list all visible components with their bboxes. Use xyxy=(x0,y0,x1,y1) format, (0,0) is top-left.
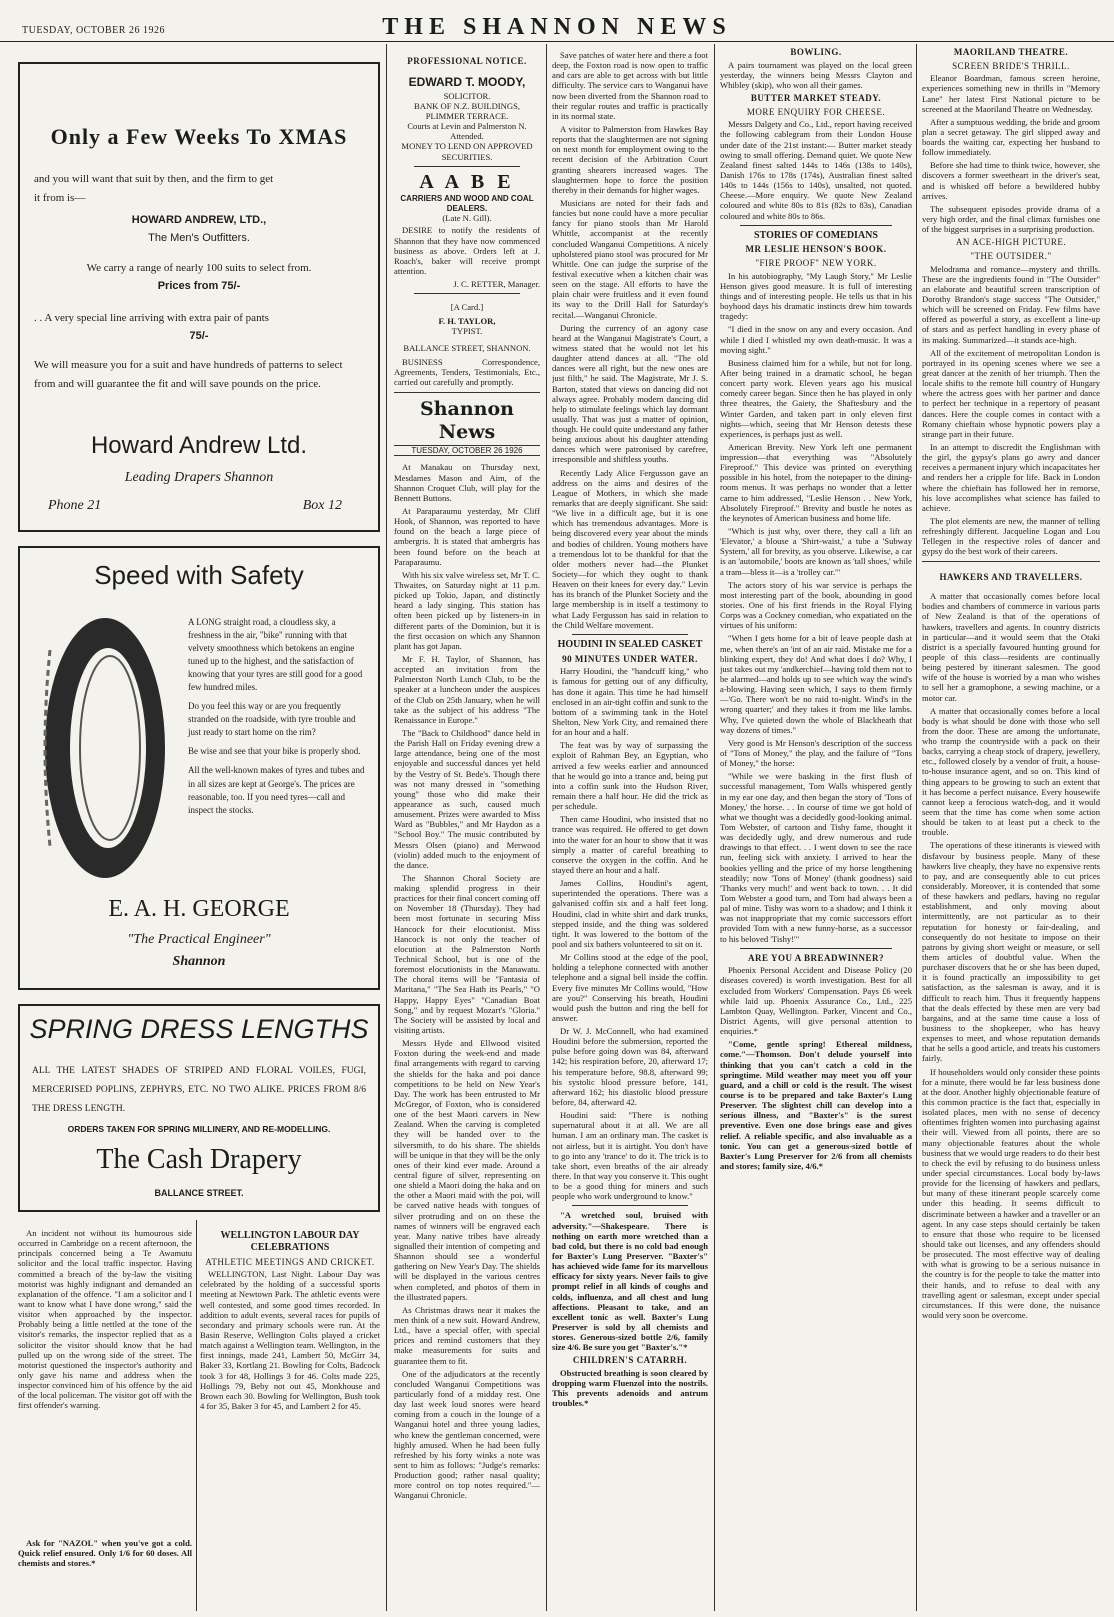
column-3 xyxy=(552,44,708,1615)
ad-george-para1: A LONG straight road, a cloudless sky, a freshness in the air, "bike" running with that velvety smoothness which betokens an engine tuned up to the highest, and the satisfaction of knowing that your tyres are still good for a good few hundred miles. xyxy=(188,617,363,693)
moody-line-2: BANK OF N.Z. BUILDINGS, xyxy=(414,100,520,111)
ad-cash-drapery xyxy=(18,1004,380,1212)
aabe-sub: CARRIERS AND WOOD AND COAL DEALERS. xyxy=(400,194,534,213)
houdini-para-2: The feat was by way of surpassing the exploit of Rahman Bey, an Egyptian, who arrived a few weeks earlier and announced that he would go into a trance and, being put into a coffin sunk into the Hudson River, remain there a half hour. He did the trick as per schedule. xyxy=(552,740,708,812)
theatre-para-1: Eleanor Boardman, famous screen heroine, experiences something new in thrills in "Memory Lane" her latest First National picture to be screened at the Maoriland Theatre on Wednesday. xyxy=(922,73,1100,114)
column-2 xyxy=(394,44,540,1615)
labour-day-heading: WELLINGTON LABOUR DAY CELEBRATIONS xyxy=(220,1230,360,1253)
hawkers-para-1: A matter that occasionally comes before local bodies and chambers of commerce in various parts of New Zealand is that of the operations of hawkers, travellers and agents. In country districts in particular—and it would seem that the Otaki district is a specially favoured hunting ground for people of this class—residents are continually being pestered by itinerant salesmen. The good wife of the house is worried by a man who wishes to sell her a gramophone, a sewing machine, or a motor car. xyxy=(922,591,1100,703)
news-para-4: Mr F. H. Taylor, of Shannon, has accepted an invitation from the Palmerston North Lunch Club, to be the speaker at a luncheon under the auspices of the Club on 25th January, when he will take as the subject of his address "The Renaissance in Europe." xyxy=(394,653,540,725)
houdini-para-1: Harry Houdini, the "handcuff king," who is famous for getting out of any difficulty, has done it again. This time he had himself enclosed in an air-tight coffin and sunk to the bottom of a swimming tank in the Hotel Shelton, New York City, and remained there for an hour and a half. xyxy=(552,666,708,738)
ad-howard-prices: Prices from 75/- xyxy=(157,280,241,292)
ad-george-para2: Do you feel this way or are you frequently stranded on the roadside, with tyre trouble and just ready to start home on the rim? xyxy=(188,701,356,738)
ad-cash-orders: ORDERS TAKEN FOR SPRING MILLINERY, AND RE-MODELLING. xyxy=(67,1124,331,1134)
comedians-para-8: Very good is Mr Henson's description of the success of "Tons of Money," the play, and the failure of "Tons of Money," the horse: xyxy=(720,737,912,769)
theatre-heading: MAORILAND THEATRE. xyxy=(953,47,1069,57)
comedians-heading: STORIES OF COMEDIANS xyxy=(754,229,878,241)
column-rule xyxy=(714,44,715,1611)
ad-george-town: Shannon xyxy=(172,954,226,969)
comedians-para-4: American Brevity. New York left one permanent impression—that everything was "Absolutely Fireproof." This device was printed on everything possible in his hotel, from the notepaper to the dining-room menus. It was perhaps no wonder that a letter came to him addressed, "Leslie Henson . . New York, Absolutely Fireproof." Brevity and bustle he notes as the keynotes of American business and home life. xyxy=(720,441,912,523)
houdini-sub: 90 MINUTES UNDER WATER. xyxy=(562,653,698,664)
breadwinner-heading: ARE YOU A BREADWINNER? xyxy=(748,952,884,963)
houdini-para-5: Mr Collins stood at the edge of the pool, holding a telephone connected with another telephone and a signal bell inside the coffin. Every five minutes Mr Collins would, "How are you?" Conserving his breath, Houdini would push the button and ring the bell for answer. xyxy=(552,952,708,1023)
taylor-body: BUSINESS Correspondence, Agreements, Tenders, Testimonials, Etc., carried out carefully and promptly. xyxy=(394,356,540,388)
nameplate-date: TUESDAY, OCTOBER 26 1926 xyxy=(394,445,540,456)
nameplate: Shannon News xyxy=(420,398,514,443)
moody-line-3: PLIMMER TERRACE. xyxy=(425,111,509,122)
column-4 xyxy=(720,44,912,1615)
column-rule xyxy=(546,44,547,1611)
ad-howard-line1: and you will want that suit by then, and the firm to get xyxy=(34,173,274,185)
outsider-para-3: In an attempt to discredit the Englishman with the girl, the gypsy's plans go awry and dancer receives a permanent injury which incapacitates her and renders her a cripple for life. Back in London where the chieftain has followed her in remorse, his love accomplishes what science has failed to achieve. xyxy=(922,441,1100,513)
moody-name: EDWARD T. MOODY, xyxy=(408,74,526,89)
bowling-body: A pairs tournament was played on the local green yesterday, the winners being Messrs Clayton and Whibley (skip), who won all their games. xyxy=(720,59,912,90)
bowling-heading: BOWLING. xyxy=(790,47,842,57)
news-para-3: With his six valve wireless set, Mr T. C. Thwaites, on Saturday night at 11 p.m. picked up Tokio, Japan, and distinctly heard a lady singing. This station has often been picked up by listeners-in in different parts of the Dominion, but it is the first occasion on which any Shannon plant has got Japan. xyxy=(394,569,540,651)
masthead-title: THE SHANNON NEWS xyxy=(382,14,732,40)
ad-cash-body: ALL THE LATEST SHADES OF STRIPED AND FLORAL VOILES, FUGI, MERCERISED POPLINS, ZEPHYRS, ETC. NO TWO ALIKE. PRICES FROM 8/6 THE DRESS LENGTH. xyxy=(32,1066,366,1114)
comedians-para-7: "When I gets home for a bit of leave people dash at me, when there's an 'int of an air raid. Mistake me for a blinking expert, they do! And what does I do? Why, I just takes out my 'andkerchief—having told them not to be alarmed—and holds up to see which way the wind's a-blowing. Having seen which, I says to them firmly—'Go. There won't be no raid to-night. Wind's in the wrong quarter;' and they takes it from me like lambs. Why, I've quieted down the whole of Blackheath that way dozens of times." xyxy=(720,633,912,735)
col3-para-1: Save patches of water here and there a foot deep, the Foxton road is now open to traffic and cars are able to get across with but little difficulty. The service cars to Wanganui have now been diverted from the Shannon road to their regular routes and traffic is practically in its normal state. xyxy=(552,50,708,121)
ad-howard-headline: Only a Few Weeks To XMAS xyxy=(50,124,348,149)
col3-para-3: Musicians are noted for their fads and fancies but none could have a more peculiar fancy for piano stools than Mr Harold Whittle, accompanist at the recently concluded Wanganui Competitions. A nicely upholstered piano stool was procured for Mr Whittle. One can judge the surprise of the festival executive when a kitchen chair was seen on the stage. All efforts to have the plain chair were fruitless and it even found its way to the Drill Hall for Saturday's recital.—Wanganui Chronicle. xyxy=(552,197,708,320)
news-para-2: At Paraparaumu yesterday, Mr Cliff Hook, of Shannon, was reported to have found on the beach a large piece of ambergris. It is stated that ambergris has been found before on the beach at Paraparaumu. xyxy=(394,506,540,567)
aabe-name: A A B E xyxy=(419,170,515,193)
theatre-sub: SCREEN BRIDE'S THRILL. xyxy=(952,60,1070,71)
ad-george xyxy=(18,546,380,990)
aabe-body: DESIRE to notify the residents of Shannon that they have now commenced business as above. Orders left at J. Roach's, baker will receive prompt attention. xyxy=(394,225,540,276)
news-para-5: The "Back to Childhood" dance held in the Parish Hall on Friday evening drew a large attendance, being one of the most enjoyable and successful dances yet held by the Vestry of St. Bede's. Though there was not many dressed in "something young" those who did make their appearance as such, caused much amusement. Prizes were awarded to Miss Ward as "Bubbles," and Mr Haydon as a "School Boy." The music contributed by Messrs Olsen (piano) and Merwood (violin) added much to the enjoyment of the dance. xyxy=(394,727,540,870)
news-para-7: Messrs Hyde and Ellwood visited Foxton during the week-end and made final arrangements with regard to carving the shields for the haka and poi dance competitions to be held on New Year's Day. The work has been entrusted to Mr McGregor, of Foxton, who is considered one of the best Maori carvers in New Zealand. When the carving is completed they will be handed over to the silversmith, to do his share. The shields will be unique in that they will be the only ones of their kind ever made. Around a central figure of silver, representing on one shield a Maori doing the haka and on the other a Maori maid with the poi, will be carved native heads with tongues of silver protruding and on on these the names of winners will be engraved each year. Many native tribes have already signalled their intention of competing and Shannon should see a wonderful gathering on New Year's Day. The shields will be displayed in the various centres when completed, and photos of them in the illustrated papers. xyxy=(394,1038,540,1302)
comedians-para-3: Business claimed him for a while, but not for long. After being trained in a dramatic school, he began concert party work. Eleven years ago his musical comedy career began. Since then he has played in only three theatres, the Gaiety, the Shaftesbury and the Winter Garden, and taken part in only eleven first nights—which, seeing that Mr Henson detests these experiences, is perhaps just as well. xyxy=(720,357,912,439)
ad-george-para3: Be wise and see that your bike is properly shod. xyxy=(188,746,361,757)
comedians-para-9: "While we were basking in the first flush of successful management, Tom Walls whispered gently in my ear one day, and then began the story of 'Tons of Money,' the horse. . . In course of time we got hold of what we thought was a decidedly good-looking animal. Tom Webster, of cartoon and Tishy fame, thought it was decidedly ugly, and drew numerous and rude drawings to that effect. . . I went down to see the race run, feeling sick with anxiety. I arrived to hear the bookies yelling and the price of my horse lengthening steadily; now 'Tons of Money' (thank goodness) said 'Thanks very much!' and went back to town. . . It did Tom Webster a good turn, and Tom had always been a pal of mine. Tishy was worn to a shadow; and I think it was not inappropriate that my comic successors effort provided Tom with a new funny-horse, as a successor to his beloved 'Tishy!'" xyxy=(720,771,912,944)
col3-para-4: During the currency of an agony case heard at the Wanganui Magistrate's Court, a witness stated that he would not let his daughter attend dances at all. "The old dances were all right, but the new ones are just filth," he said. The Magistrate, Mr J. S. Barton, stated that views on dancing did not always agree. Probably modern dancing did help to stimulate feelings which lay dormant usually. That was just a matter of opinion, though. He could quite understand any father being anxious about his daughter attending dances which were patronised by carefree, irresponsible and shiftless youths. xyxy=(552,322,708,465)
ad-cash-headline: SPRING DRESS LENGTHS xyxy=(29,1014,369,1044)
comedians-sub2: "FIRE PROOF" NEW YORK. xyxy=(755,258,877,269)
col3-para-5: Recently Lady Alice Fergusson gave an address on the aims and desires of the League of Mothers, in which she made remarks that are deeply significant. She said: "We live in a difficult age, but it is one which has tremendous advantages. More is being discovered every year about the minds and bodies of children. Young mothers have a tremendous lot to be thankful for that the older mothers never had—the Plunket Society—for which they ought to thank Heaven on their knees for every day." Levin has its branch of the Plunket Society and the large membership is in itself a testimony to what Lady Fergusson has said in relation to the Child Welfare movement. xyxy=(552,467,708,630)
taylor-title: TYPIST. xyxy=(451,326,483,337)
ad-howard-line2: it from is— xyxy=(34,191,86,204)
outsider-heading: AN ACE-HIGH PICTURE. xyxy=(955,237,1067,248)
ad-george-headline: Speed with Safety xyxy=(94,560,304,590)
comedians-para-2: "I died in the snow on any and every occasion. And while I died I whistled my own death-music. It was a moving sight." xyxy=(720,324,912,355)
column-5 xyxy=(922,44,1100,1615)
aabe-sign: J. C. RETTER, Manager. xyxy=(453,279,540,290)
labour-day-column xyxy=(200,1228,380,1615)
ad-howard-measure: We will measure you for a suit and have hundreds of patterns to select from and will guarantee the fit and will save pounds on the price. xyxy=(34,359,343,390)
news-para-1: At Manakau on Thursday next, Mesdames Mason and Aim, of the Shannon Croquet Club, will play for the Bennett Buttons. xyxy=(394,462,540,503)
catarrh-ad: Obstructed breathing is soon cleared by dropping warm Fluenzol into the nostrils. This prevents adenoids and antrum troubles.* xyxy=(552,1368,708,1409)
taylor-street: BALLANCE STREET, SHANNON. xyxy=(403,342,531,353)
butter-heading: BUTTER MARKET STEADY. xyxy=(750,93,882,104)
houdini-para-3: Then came Houdini, who insisted that no trance was required. He offered to get down into the water for an hour to show that it was simply a matter of careful breathing to conserve the oxygen in the coffin. And he stayed there an hour and a half. xyxy=(552,814,708,875)
ad-howard-andrew xyxy=(18,62,380,532)
column-rule xyxy=(386,44,387,1611)
theatre-para-4: The subsequent episodes provide drama of a very high order, and the final climax furnishes one of the biggest surprises in a surprising production. xyxy=(922,203,1100,235)
houdini-para-7: Houdini said: "There is nothing supernatural about it at all. We are all human. I am an ordinary man. The casket is not airless, but it is airtight. You don't have to go into any 'trance' to do it. The trick is to take short, even breaths of the air already there. In that way you conserve it. This ought to be a good thing for miners and such people who work underground to know." xyxy=(552,1110,708,1202)
ad-cash-name: The Cash Drapery xyxy=(96,1144,302,1175)
ad-nazol: Ask for "NAZOL" when you've got a cold. Quick relief ensured. Only 1/6 for 60 doses. All chemists and stores.* xyxy=(18,1538,192,1569)
ad-howard-tagline: Leading Drapers Shannon xyxy=(124,470,274,485)
houdini-heading: HOUDINI IN SEALED CASKET xyxy=(557,638,703,650)
ad-cash-street: BALLANCE STREET. xyxy=(154,1188,244,1198)
labour-day-sub: ATHLETIC MEETINGS AND CRICKET. xyxy=(205,1256,375,1267)
column-rule xyxy=(196,1220,197,1611)
labour-day-body: WELLINGTON, Last Night. Labour Day was celebrated by the holding of a successful sports meeting at Newtown Park. The athletic events were well contested, and some good times recorded. In addition to adult events, several races for pupils of secondary and primary schools were run. At the Basin Reserve, Wellington Colts played a cricket match against a Wellington team. Wellington, in the first innings, made 241, Lambert 50, McGirr 34, Baker 33, Kortlang 21. Bowling for Colts, Badcock took 3 for 48, Hollings 3 for 46. Colts made 225, Hollings 79, Beby not out 45, Monkhouse and Brown each 30. Bowling for Wellington, Bush took 4 for 35, Baker 3 for 45, and Lambert 2 for 45. xyxy=(200,1269,380,1412)
outsider-para-2: All of the excitement of metropolitan London is portrayed in its opening scenes where we see a great dancer at the zenith of her triumph. Then the locale shifts to the remote hill country of Hungary where the actress goes with her partner and dance to perfect her technique in a repertory of peasant dances. Here the couple comes in contact with a Romany chieftain whose hypnotic powers play a strange part in their future. xyxy=(922,347,1100,439)
outsider-para-1: Melodrama and romance—mystery and thrills. These are the ingredients found in "The Outsider" an elaborate and beautiful screen transcription of Dorothy Brandon's stage success "The Outsider," which will be screened on Friday. Few films have offered as powerful a story, as excellent a line-up of stars and as perfect handling in every phase of its making. Summarized—it stands ace-high. xyxy=(922,263,1100,345)
tyre-illustration xyxy=(30,610,180,886)
ad-george-name: E. A. H. GEORGE xyxy=(108,896,290,922)
moody-line-5: MONEY TO LEND ON APPROVED SECURITIES. xyxy=(401,141,533,162)
ad-howard-special: . . A very special line arriving with extra pair of pants xyxy=(34,312,269,324)
news-para-8: As Christmas draws near it makes the men think of a new suit. Howard Andrew, Ltd., have a special offer, with special prices and remind customers that they make measurements for suits and guarantee them to fit. xyxy=(394,1304,540,1366)
ad-howard-special-price: 75/- xyxy=(189,330,209,342)
houdini-para-4: James Collins, Houdini's agent, superintended the operations. There was a galvanised coffin six and a half feet long. Houdini, clad in white shirt and dark trunks, stepped inside, and the thing was soldered tight. It was lowered to the bottom of the pool and six bathers volunteered to sit on it. xyxy=(552,878,708,949)
outsider-sub: "THE OUTSIDER." xyxy=(970,250,1052,261)
comedians-sub: MR LESLIE HENSON'S BOOK. xyxy=(745,244,887,255)
ad-howard-range: We carry a range of nearly 100 suits to select from. xyxy=(86,262,312,274)
ad-howard-phone: Phone 21 xyxy=(48,498,102,513)
hawkers-para-2: A matter that occasionally comes before a local body is what should be done with those who sell from the door. These are among the unfortunate, who tramp the countryside with a pack on their backs, carrying a cheap stock of drapery, jewellery, etc., followed closely by a vendor of fruit, a house-to-house insurance agent, and so on. This kind of thing appears to be growing to such an extent that it has become a perfect nuisance. Every housewife cannot keep a ferocious watch-dog, and it would seem that the time has come when some action should be taken to at least put a check to the trouble. xyxy=(922,705,1100,838)
ad-george-tagline: "The Practical Engineer" xyxy=(127,932,271,947)
butter-sub: MORE ENQUIRY FOR CHEESE. xyxy=(746,106,886,117)
houdini-para-6: Dr W. J. McConnell, who had examined Houdini before the submersion, reported the pulse before going down was 84, afterward 142; his respiration before, 20, afterward 17; his temperature before, 98.8, afterward 99; his systolic blood pressure before, 141, afterward 162; his diastolic blood pressure before, 84, afterward 42. xyxy=(552,1026,708,1108)
catarrh-heading: CHILDREN'S CATARRH. xyxy=(572,1355,688,1366)
comedians-para-1: In his autobiography, "My Laugh Story," Mr Leslie Henson gives good measure. It is full of interesting things and of interesting people. He tells us that in his boyhood days his dramatic instincts drew him towards tragedy: xyxy=(720,270,912,322)
theatre-para-2: After a sumptuous wedding, the bride and groom plan a secret getaway. The girl slipped away and boards the waiting car, expecting her husband to follow immediately. xyxy=(922,116,1100,158)
aabe-late: (Late N. Gill). xyxy=(442,213,492,224)
spring-ad: "Come, gentle spring! Ethereal mildness, come."—Thomson. Don't delude yourself into thinking that you can't catch a cold in the springtime. Mild weather may meet you off your guard, and a chill or cold is the result. The wisest course is to be prepared and take Baxter's Lung Preserver. The slightest chill can develop into a serious illness, and "Baxter's" is the surest preventive. Even one dose brings ease and gives relief. A reliable specific, and also invaluable as a tonic. You can get a generous-sized bottle of Baxter's Lung Preserver for 2/6 from all chemists and stores; family size, 4/6.* xyxy=(720,1039,912,1171)
baxter-ad: "A wretched soul, bruised with adversity."—Shakespeare. There is nothing on earth more wretched than a bad cold, but there is no cold bad enough for Baxter's Lung Preserver. "Baxter's" has achieved wide fame for its marvellous efficacy for sixty years. Never fails to give prompt relief in all kinds of coughs and colds, influenza, and all chest and lung affections. Pleasant to take, and an excellent tonic as well. Baxter's Lung Preserver is sold by all chemists and stores. Generous-sized bottle 2/6, family size 4/6. Be sure you get "Baxter's."* xyxy=(552,1210,708,1353)
news-para-9: One of the adjudicators at the recently concluded Wanganui Competitions was particularly fond of a midday rest. One day last week loud snores were heard coming from a couch in the lounge of a Wanganui hotel and three young ladies, who knew the gentleman concerned, were highly amused. When he had been fully refreshed by his forty winks a note was sent to him as follows: "Judge's remarks: Production good; rather nasal quality; more control on top notes required."—Wanganui Chronicle. xyxy=(394,1368,540,1501)
ad-howard-firm: HOWARD ANDREW, LTD., xyxy=(131,214,267,226)
card-label: [A Card.] xyxy=(450,302,484,313)
hawkers-para-3: The operations of these itinerants is viewed with disfavour by business people. Many of these hawkers live cheaply, they have no expensive rents to pay, and are consequently able to cut prices considerably. Moreover, it is contended that some of these hawkers and pedlars, having no regular establishment, and only moving about intermittently, are not particular as to their reputation for honesty or fair-dealing, and consequently do not hesitate to impose on their patrons by giving short weight or measure, or sell them articles of doubtful value. When the purchaser discovers that he or she has been duped, it is found practically an impossibility to get satisfaction, as the salesman is away, and it is difficult to reach him. Thus it frequently happens that the deals effected by these men are very bad bargains, and at the same time cause a loss of business to the shopkeeper, who has heavy expenses to meet, and whose reputation demands that he sells a good article, and treats his customers fairly. xyxy=(922,840,1100,1064)
moody-line-1: SOLICITOR. xyxy=(443,90,491,101)
theatre-para-3: Before she had time to think twice, however, she discovers a former sweetheart in the driver's seat, and is whisked off before a bewildered hubby arrives. xyxy=(922,160,1100,201)
professional-notice-heading: PROFESSIONAL NOTICE. xyxy=(407,56,527,66)
hawkers-para-4: If householders would only consider these points for a minute, there would be far less business done at the door. Another highly objectionable feature of this common practice is the fact that, especially in isolated places, men with no sense of decency oftentimes frighten women into purchasing against their will. Viewed from all points, there are so many objectionable features about the whole business that we would urge readers to do their best to check the evil by refusing to do business unless under special circumstances. Local body by-laws provide for the licensing of hawkers and pedlars, but many of these itinerant people scarcely come under this heading. It seems difficult to discriminate between a hawker and a traveller or an agent. In any case steps should certainly be taken to ensure that those who require to be licensed should take out licenses, and any offenders should be prosecuted. The most effective way of dealing with what is growing to be a serious nuisance in the country is for the people to take the matter into their hands, and to refuse to deal with any travelling agent or salesman, except under special circumstances. If this were done, the nuisance would very soon be overcome. xyxy=(922,1066,1100,1320)
story-cambridge-motorist: An incident not without its humourous side occurred in Cambridge on a recent afternoon, the principals concerned being a Te Awamutu solicitor and the local traffic inspector. Having committed a breach of the by-law the visiting motorist was highly indignant and demanded an explanation of the offence. "I am a solicitor and I want to know what I have done wrong," said the visitor when approached by the inspector. Probably being a little nettled at the tone of the visitor's remarks, the inspector replied that as a solicitor the visitor should know that he had pulled up on the wrong side of the street. The motorist questioned the inspector's authority and only gave his name and address when the inspector convinced him of his offence by the aid of the local policeman. The visitor got off with the first offender's warning. xyxy=(18,1228,192,1411)
ad-george-para4: All the well-known makes of tyres and tubes and in all sizes are kept at George's. The prices are reasonable, too. If you need tyres—call and inspect the stocks. xyxy=(188,765,365,815)
comedians-para-5: "Which is just why, over there, they call a lift an 'Elevator,' a blouse a 'Shirt-waist,' a tube a 'Subway System,' all for brevity, as you observe. Likewise, a car is an 'automobile,' boots are known as 'tall shoes,' while a tram—bless it—is a 'trolley car.'" xyxy=(720,526,912,577)
column-rule xyxy=(916,44,917,1611)
masthead-date: TUESDAY, OCTOBER 26 1926 xyxy=(22,25,165,36)
masthead xyxy=(0,0,1114,42)
news-para-6: The Shannon Choral Society are making splendid progress in their practices for their final concert coming off on November 18 (Thursday). They had been most fortunate in securing Miss Hancock for their elocutionist. Miss Hancock is not only the teacher of elocution at the Palmerston North Technical School, but is one of the foremost elocutionists in the Manawatu. The choral items will be "Fantasia of Maritana," "The Sea Hath its Pearls," "O Happy, Happy Eyes" "Canadian Boat Song," and by request Mozart's "Gloria." The Society will be assisted by local and visiting artists. xyxy=(394,872,540,1036)
hawkers-heading: HAWKERS AND TRAVELLERS. xyxy=(939,572,1083,583)
ad-howard-firm-sub: The Men's Outfitters. xyxy=(148,232,250,244)
ad-howard-box: Box 12 xyxy=(302,498,342,513)
moody-line-4: Courts at Levin and Palmerston N. Attended. xyxy=(407,121,527,142)
butter-body: Messrs Dalgety and Co., Ltd., report having received the following cablegram from their London House under date of the 21st instant:— Butter market steady owing to small offering. Demand quiet. We quote New Zealand finest salted 144s to 146s (138s to 140s), Danish 176s to 178s (174s), Australian finest salted 140s to 144s (156s to 140s), unsalted, not quoted. Cheese.—More enquiry. We quote New Zealand coloured and white 80s to 81s (82s to 83s), Canadian coloured and white 80s to 86s. xyxy=(720,119,912,221)
column-1-bottom xyxy=(18,1228,192,1615)
col3-para-2: A visitor to Palmerston from Hawkes Bay reports that the slaughtermen are not signing on next month for employment owing to the recent decision of the Arbitration Court granting shearers increased wages. The slaughtermen hope to force the position thereby in their demands for higher wages. xyxy=(552,123,708,195)
ad-howard-signature: Howard Andrew Ltd. xyxy=(90,432,308,459)
taylor-name: F. H. TAYLOR, xyxy=(438,316,496,327)
breadwinner-ad: Phoenix Personal Accident and Disease Policy (20 diseases covered) is worth investigation. Best for all excluded from Workers' Compensation. Pays £6 week while laid up. Phoenix Assurance Co., Ltd., 225 Lambton Quay, Wellington. Parker, Vincent and Co., District Agents, will give personal attention to enquiries.* xyxy=(720,965,912,1037)
comedians-para-6: The actors story of his war service is perhaps the most interesting part of the book, abounding in good stories. One of his first friends in the Royal Flying Corps was a Cockney comedian, who expatiated on the virtues of his uniform: xyxy=(720,579,912,631)
outsider-para-4: The plot elements are new, the manner of telling refreshingly different. Jacqueline Logan and Lou Tellegen in the respective roles of dancer and gypsy do the best work of their careers. xyxy=(922,515,1100,557)
